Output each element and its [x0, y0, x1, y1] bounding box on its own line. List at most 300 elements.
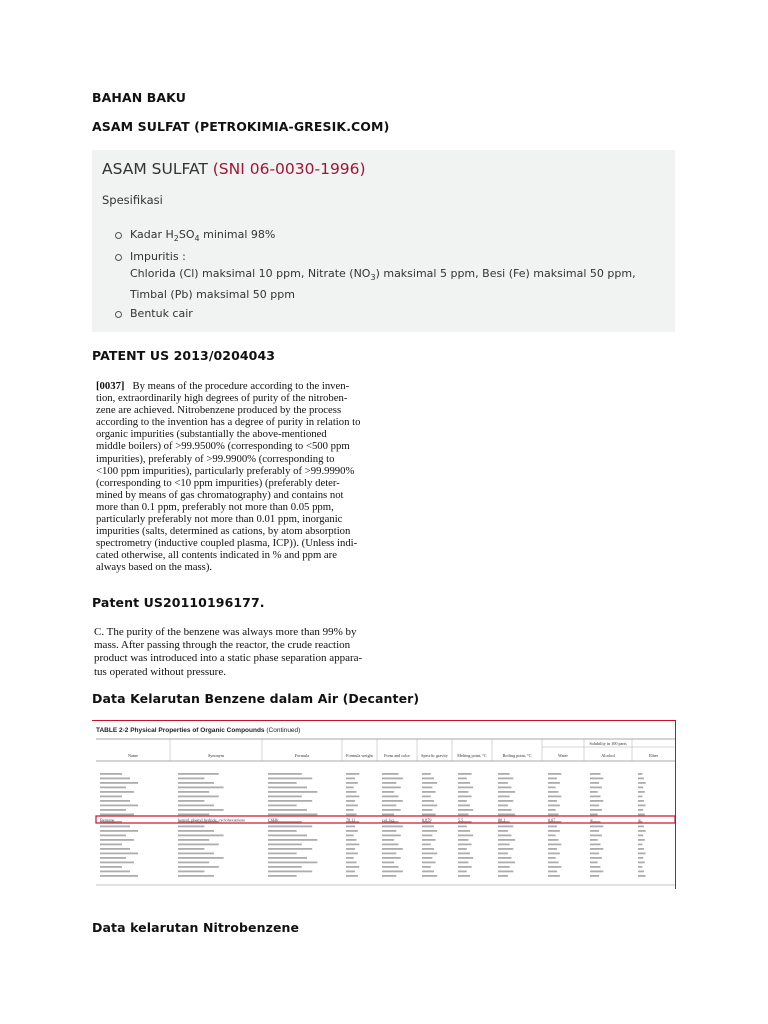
table-cell-text — [382, 853, 396, 855]
solubility-table-image — [92, 720, 676, 889]
table-cell-text — [382, 814, 394, 816]
table-cell-text — [382, 778, 403, 780]
excerpt-line: cated otherwise, all contents indicated in % and ppm are — [96, 549, 337, 562]
table-cell-text — [178, 830, 214, 832]
table-cell-text — [100, 826, 130, 828]
table-cell-text — [100, 853, 138, 855]
table-cell-text — [268, 791, 317, 793]
table-cell-text — [178, 773, 219, 775]
spec-item-impuritis-label: Impuritis : — [130, 250, 186, 263]
table-cell-text — [638, 830, 646, 832]
table-cell-text — [548, 875, 560, 877]
excerpt-line: [0037] By means of the procedure according to the inven- — [96, 380, 350, 392]
table-cell-text — [548, 782, 560, 784]
excerpt-line: zene are achieved. Nitrobenzene produced by the process — [96, 404, 342, 417]
excerpt-line: tus operated without pressure. — [94, 665, 226, 678]
table-cell-text — [638, 857, 643, 859]
table-cell-text — [590, 773, 601, 775]
table-cell-text — [268, 805, 297, 807]
table-cell-text — [346, 800, 355, 802]
table-cell-text — [382, 800, 403, 802]
table-cell-text — [382, 875, 396, 877]
table-cell-text — [346, 814, 357, 816]
spec-item-impuritis-line1: Chlorida (Cl) maksimal 10 ppm, Nitrate $(NO_3)$ maksimal 5 ppm, Besi (Fe) maksimal 50 ppm, — [130, 267, 636, 283]
table-cell-text — [638, 875, 646, 877]
table-cell-text — [498, 844, 510, 846]
table-cell-text — [498, 782, 508, 784]
table-header: Alcohol — [601, 753, 615, 758]
table-cell-text — [100, 805, 138, 807]
table-cell-text — [382, 862, 394, 864]
table-cell-text — [422, 835, 432, 837]
table-cell-text — [548, 787, 556, 789]
table-cell-text — [100, 791, 134, 793]
table-cell-text — [422, 787, 432, 789]
spec-item-bentuk: Bentuk cair — [130, 307, 193, 320]
table-cell-text — [458, 839, 468, 841]
heading-nitrobenzene-data: Data kelarutan Nitrobenzene — [92, 920, 300, 935]
table-cell-text — [638, 782, 646, 784]
table-cell-text — [498, 866, 510, 868]
table-cell-text — [268, 857, 307, 859]
table-cell-text — [422, 875, 437, 877]
table-cell-text — [422, 862, 436, 864]
table-cell-text — [458, 844, 472, 846]
table-cell-text — [346, 848, 355, 850]
table-cell-text — [498, 826, 513, 828]
heading-benzene-data: Data Kelarutan Benzene dalam Air (Decanter) — [92, 691, 420, 706]
excerpt-line: C. The purity of the benzene was always more than 99% by — [94, 626, 357, 638]
table-cell-text — [100, 871, 130, 873]
table-cell-text — [498, 809, 512, 811]
table-cell-text — [548, 866, 561, 868]
table-cell-text — [268, 839, 317, 841]
table-cell-text — [590, 853, 599, 855]
table-cell-text — [422, 830, 437, 832]
table-cell-text — [382, 848, 403, 850]
table-cell-text — [548, 809, 556, 811]
table-cell-text — [346, 826, 355, 828]
table-cell-text — [548, 826, 557, 828]
table-cell-text — [548, 814, 559, 816]
table-cell-text — [382, 871, 403, 873]
table-cell-text — [382, 791, 394, 793]
table-cell-text — [178, 826, 204, 828]
table-header: Specific gravity — [421, 753, 448, 758]
table-cell-text — [498, 778, 513, 780]
table-cell-text — [422, 839, 436, 841]
table-cell-text — [346, 787, 354, 789]
table-cell-text — [548, 839, 559, 841]
table-cell-text — [382, 826, 403, 828]
table-cell-text — [590, 839, 598, 841]
patent1-excerpt — [96, 380, 380, 574]
table-cell-text — [548, 778, 557, 780]
table-cell-text — [346, 853, 358, 855]
table-cell-text — [100, 835, 126, 837]
table-cell-text — [548, 862, 559, 864]
table-cell-text — [268, 835, 307, 837]
table-cell-text — [498, 835, 512, 837]
highlight-cell: 0.879 — [422, 817, 432, 823]
sni-code: (SNI 06-0030-1996) — [212, 160, 366, 178]
bullet-icon — [115, 254, 122, 261]
table-cell-text — [178, 866, 219, 868]
table-cell-text — [422, 791, 436, 793]
table-cell-text — [268, 826, 312, 828]
highlight-cell: 5.5 — [458, 817, 464, 823]
table-cell-text — [178, 844, 219, 846]
table-cell-text — [382, 809, 401, 811]
table-cell-text — [346, 857, 354, 859]
table-cell-text — [638, 844, 642, 846]
table-cell-text — [178, 835, 224, 837]
table-cell-text — [382, 830, 396, 832]
table-cell-text — [100, 782, 138, 784]
table-cell-text — [100, 778, 130, 780]
table-cell-text — [100, 814, 134, 816]
table-cell-text — [498, 791, 515, 793]
table-cell-text — [268, 862, 317, 864]
table-cell-text — [268, 778, 312, 780]
table-cell-text — [346, 844, 359, 846]
table-cell-text — [458, 835, 473, 837]
table-cell-text — [458, 853, 470, 855]
table-cell-text — [346, 835, 354, 837]
table-cell-text — [498, 773, 510, 775]
spec-item-kadar: Kadar $H_2SO_4$ minimal 98% — [130, 228, 276, 244]
table-cell-text — [498, 800, 513, 802]
excerpt-line: mass. After passing through the reactor, the crude reaction — [94, 639, 351, 652]
patent2-excerpt — [94, 626, 384, 679]
table-cell-text — [458, 800, 467, 802]
table-cell-text — [638, 787, 643, 789]
table-cell-text — [346, 805, 358, 807]
spec-subtitle: Spesifikasi — [102, 193, 163, 207]
table-cell-text — [346, 862, 357, 864]
table-cell-text — [178, 839, 209, 841]
table-cell-text — [590, 871, 603, 873]
table-cell-text — [382, 773, 399, 775]
table-cell-text — [382, 835, 401, 837]
table-cell-text — [498, 871, 513, 873]
table-cell-text — [498, 814, 515, 816]
highlight-cell: col. liq. — [382, 817, 395, 823]
table-cell-text — [458, 814, 468, 816]
table-cell-text — [638, 839, 645, 841]
table-cell-text — [346, 809, 354, 811]
table-cell-text — [422, 809, 432, 811]
table-cell-text — [458, 857, 473, 859]
table-cell-text — [422, 866, 431, 868]
table-cell-text — [498, 875, 508, 877]
table-cell-text — [178, 875, 214, 877]
table-cell-text — [548, 857, 556, 859]
heading-asam-sulfat-source: ASAM SULFAT (PETROKIMIA-GRESIK.COM) — [92, 119, 390, 134]
table-header: Synonym — [207, 753, 225, 758]
spec-box — [92, 150, 675, 332]
table-cell-text — [638, 773, 642, 775]
table-cell-text — [422, 844, 431, 846]
table-cell-text — [638, 848, 644, 850]
table-cell-text — [638, 778, 644, 780]
excerpt-line: spectrometry (inductive coupled plasma, ICP)). (Unless indi- — [96, 537, 358, 550]
table-cell-text — [548, 844, 561, 846]
table-cell-text — [346, 796, 359, 798]
table-cell-text — [100, 830, 138, 832]
table-cell-text — [100, 848, 130, 850]
table-cell-text — [548, 835, 556, 837]
table-cell-text — [268, 773, 302, 775]
table-cell-text — [422, 773, 431, 775]
highlight-cell: 78.11 — [346, 817, 356, 823]
highlight-cell: Benzene — [100, 817, 115, 823]
table-cell-text — [458, 787, 473, 789]
table-cell-text — [638, 796, 642, 798]
table-cell-text — [268, 796, 302, 798]
excerpt-line: product was introduced into a static phase separation appara- — [94, 652, 363, 665]
table-cell-text — [458, 778, 467, 780]
table-cell-text — [498, 853, 508, 855]
table-cell-text — [346, 791, 357, 793]
excerpt-line: always based on the mass). — [96, 561, 213, 574]
table-cell-text — [638, 853, 646, 855]
table-cell-text — [458, 796, 472, 798]
table-cell-text — [590, 830, 599, 832]
table-cell-text — [346, 871, 355, 873]
table-cell-text — [178, 814, 209, 816]
table-cell-text — [638, 791, 645, 793]
table-cell-text — [422, 871, 434, 873]
table-cell-text — [638, 814, 645, 816]
table-cell-text — [548, 800, 557, 802]
table-cell-text — [268, 866, 302, 868]
table-cell-text — [382, 857, 401, 859]
bullet-icon — [115, 311, 122, 318]
table-cell-text — [458, 805, 470, 807]
table-cell-text — [268, 782, 297, 784]
table-cell-text — [422, 857, 432, 859]
table-cell-text — [548, 791, 559, 793]
table-cell-text — [382, 839, 394, 841]
highlight-cell: ∞ — [590, 817, 593, 823]
table-cell-text — [178, 787, 224, 789]
table-cell-text — [178, 862, 209, 864]
highlight-cell: 80.1 — [498, 817, 506, 823]
heading-bahan-baku: BAHAN BAKU — [92, 90, 186, 105]
table-cell-text — [548, 871, 557, 873]
table-cell-text — [268, 871, 312, 873]
table-cell-text — [268, 787, 307, 789]
table-cell-text — [100, 875, 138, 877]
excerpt-line: particularly preferably not more than 0.01 ppm, inorganic — [96, 513, 343, 526]
table-cell-text — [498, 839, 515, 841]
table-cell-text — [178, 791, 209, 793]
heading-patent2: Patent US20110196177. — [92, 595, 265, 610]
table-cell-text — [590, 805, 599, 807]
table-cell-text — [458, 773, 472, 775]
table-header: Water — [558, 753, 568, 758]
table-cell-text — [422, 814, 436, 816]
excerpt-line: impurities (salts, determined as cations, by atom absorption — [96, 525, 351, 538]
table-header: Form and color — [384, 753, 410, 758]
table-cell-text — [382, 796, 399, 798]
table-cell-text — [100, 773, 122, 775]
table-cell-text — [268, 809, 307, 811]
table-cell-text — [498, 805, 508, 807]
table-cell-text — [422, 782, 437, 784]
table-cell-text — [178, 796, 219, 798]
table-cell-text — [458, 875, 470, 877]
table-cell-text — [638, 805, 646, 807]
table-cell-text — [346, 773, 359, 775]
table-cell-text — [548, 805, 560, 807]
table-cell-text — [268, 814, 317, 816]
spec-title: ASAM SULFAT (SNI 06-0030-1996) — [102, 160, 366, 178]
table-cell-text — [590, 787, 602, 789]
table-cell-text — [100, 857, 126, 859]
table-cell-text — [178, 853, 214, 855]
table-cell-text — [346, 782, 358, 784]
table-cell-text — [422, 826, 434, 828]
table-cell-text — [498, 830, 508, 832]
table-cell-text — [498, 848, 513, 850]
table-cell-text — [100, 839, 134, 841]
table-cell-text — [498, 796, 510, 798]
table-cell-text — [638, 835, 643, 837]
table-cell-text — [590, 844, 601, 846]
table-cell-text — [638, 826, 644, 828]
paragraph-number: [0037] — [96, 380, 125, 392]
table-cell-text — [458, 809, 473, 811]
table-cell-text — [178, 782, 214, 784]
table-cell-text — [100, 862, 134, 864]
table-cell-text — [458, 791, 468, 793]
table-cell-text — [178, 778, 204, 780]
highlight-cell: 0.07 — [548, 817, 556, 823]
table-cell-text — [548, 853, 560, 855]
table-cell-text — [638, 862, 645, 864]
table-header: Name — [128, 753, 138, 758]
table-cell-text — [178, 857, 224, 859]
table-cell-text — [346, 778, 355, 780]
table-cell-text — [100, 787, 126, 789]
table-header: Ether — [648, 753, 659, 758]
table-cell-text — [422, 805, 437, 807]
excerpt-line: (corresponding to <10 ppm impurities) (preferably deter- — [96, 476, 340, 489]
table-cell-text — [382, 787, 401, 789]
table-body — [92, 735, 675, 889]
table-cell-text — [590, 826, 603, 828]
table-cell-text — [382, 844, 399, 846]
table-caption: TABLE 2-2 Physical Properties of Organic Compounds (Continued) — [96, 727, 301, 734]
table-cell-text — [590, 796, 601, 798]
table-cell-text — [346, 866, 359, 868]
table-cell-text — [458, 830, 470, 832]
table-cell-text — [458, 866, 472, 868]
table-cell-text — [590, 778, 603, 780]
table-cell-text — [100, 796, 122, 798]
table-cell-text — [498, 857, 512, 859]
table-cell-text — [268, 875, 297, 877]
table-cell-text — [178, 800, 204, 802]
table-cell-text — [382, 805, 396, 807]
table-cell-text — [346, 839, 357, 841]
table-cell-text — [458, 862, 468, 864]
table-header: Solubility in 100 parts — [589, 741, 627, 746]
table-cell-text — [346, 830, 358, 832]
table-cell-text — [498, 787, 512, 789]
table-cell-text — [422, 800, 434, 802]
table-cell-text — [548, 848, 557, 850]
table-cell-text — [590, 782, 599, 784]
table-cell-text — [590, 791, 598, 793]
table-cell-text — [268, 830, 297, 832]
highlight-cell: ∞ — [638, 817, 641, 823]
table-header: Formula weight — [346, 753, 373, 758]
table-cell-text — [590, 814, 598, 816]
table-header: Formula — [294, 753, 310, 758]
table-cell-text — [590, 866, 601, 868]
table-cell-text — [458, 848, 467, 850]
table-cell-text — [498, 862, 515, 864]
table-cell-text — [590, 862, 598, 864]
heading-patent1: PATENT US 2013/0204043 — [92, 348, 276, 363]
table-header: Melting point, °C — [457, 753, 487, 758]
table-cell-text — [178, 848, 204, 850]
excerpt-line: middle boilers) of >99.9500% (corresponding to <500 ppm — [96, 440, 350, 453]
bullet-icon — [115, 232, 122, 239]
table-cell-text — [268, 848, 312, 850]
table-cell-text — [638, 866, 642, 868]
table-cell-text — [422, 778, 434, 780]
table-cell-text — [458, 826, 467, 828]
table-cell-text — [548, 796, 561, 798]
excerpt-line: according to the invention has a degree of purity in relation to — [96, 416, 361, 429]
excerpt-line: mined by means of gas chromatography) and contains not — [96, 488, 344, 501]
table-cell-text — [100, 844, 122, 846]
table-cell-text — [590, 809, 602, 811]
table-cell-text — [100, 866, 122, 868]
excerpt-line: <100 ppm impurities), particularly preferably of >99.9990% — [96, 464, 355, 477]
excerpt-line: more than 0.1 ppm, preferably not more than 0.05 ppm, — [96, 500, 334, 513]
table-cell-text — [458, 782, 470, 784]
table-cell-text — [346, 875, 358, 877]
spec-item-impuritis-line2: Timbal (Pb) maksimal 50 ppm — [130, 288, 295, 301]
table-cell-text — [178, 805, 214, 807]
table-cell-text — [638, 809, 643, 811]
table-cell-text — [268, 800, 312, 802]
table-cell-text — [178, 809, 224, 811]
table-cell-text — [590, 875, 599, 877]
table-cell-text — [638, 800, 644, 802]
table-cell-text — [422, 848, 434, 850]
highlight-cell: C6H6 — [268, 817, 279, 823]
table-cell-text — [422, 853, 437, 855]
table-cell-text — [458, 871, 467, 873]
table-header: Boiling point, °C — [502, 753, 532, 758]
excerpt-line: organic impurities (substantially the above-mentioned — [96, 428, 327, 441]
table-cell-text — [590, 835, 602, 837]
table-cell-text — [590, 848, 603, 850]
table-cell-text — [590, 800, 603, 802]
table-cell-text — [100, 809, 126, 811]
table-cell-text — [178, 871, 204, 873]
table-cell-text — [268, 853, 297, 855]
table-cell-text — [100, 800, 130, 802]
excerpt-line: tion, extraordinarily high degrees of purity of the nitroben- — [96, 392, 348, 405]
table-cell-text — [268, 844, 302, 846]
